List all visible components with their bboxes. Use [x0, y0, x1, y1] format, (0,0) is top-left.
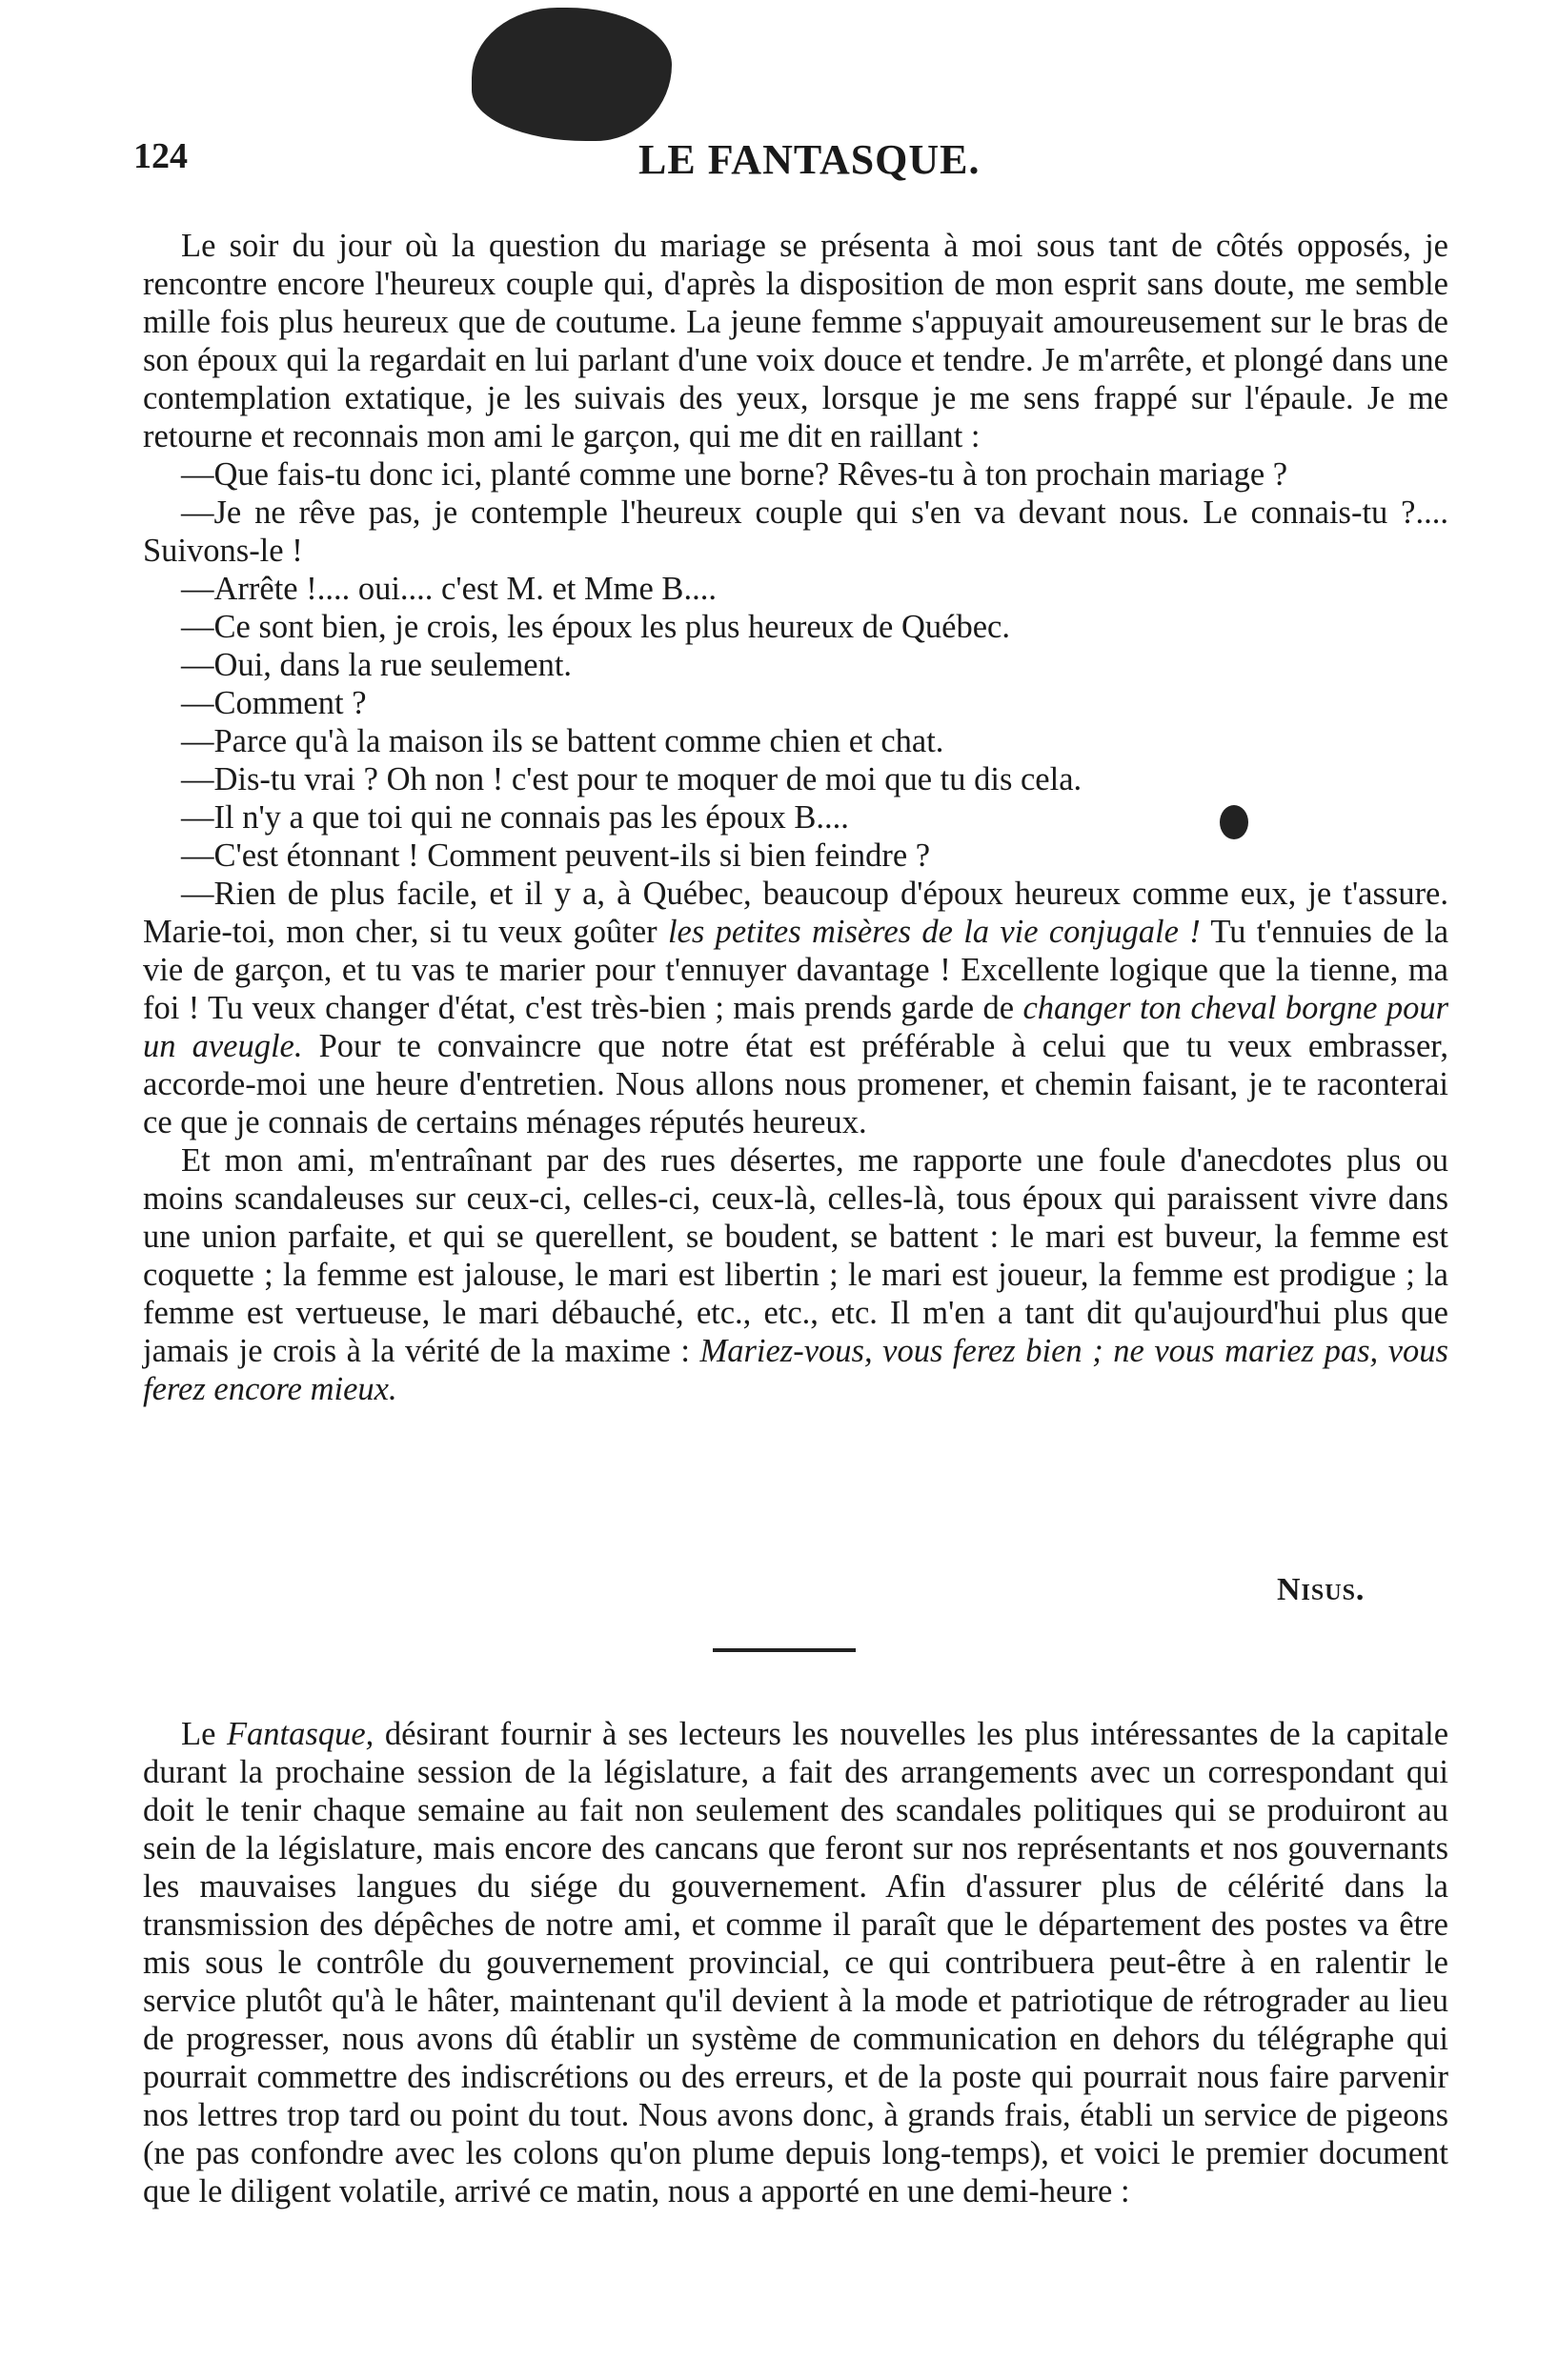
paragraph	[143, 1715, 1448, 2210]
article-marriage	[143, 227, 1448, 1408]
text-run: Le	[181, 1716, 227, 1752]
dialogue-line: —Parce qu'à la maison ils se battent comme chien et chat.	[181, 723, 944, 759]
dialogue-line: —Que fais-tu donc ici, planté comme une borne? Rêves-tu à ton prochain mariage ?	[181, 456, 1288, 493]
text-run: Et mon ami, m'entraînant par des rues désertes, me rapporte une foule d'anecdotes plus ou moins scandaleuses sur ceux-ci, celles-ci, ceux-là, celles-là, tous époux qui paraissent vivre dans une union parfaite, et qui se querellent, se boudent, se battent : le mari est buveur, la femme est coquette ; la femme est jalouse, le mari est libertin ; le mari est joueur, la femme est prodigue ; la femme est vertueuse, le mari débauché, etc., etc., etc. Il m'en a tant dit qu'aujourd'hui plus que jamais je crois à la vérité de la maxime :	[143, 1142, 1448, 1369]
paragraph: Le soir du jour où la question du mariage se présenta à moi sous tant de côtés opposés, je rencontre encore l'heureux couple qui, d'après la disposition de mon esprit sans doute, me semble mille fois plus heureux que de coutume. La jeune femme s'appuyait amoureusement sur le bras de son époux qui la regardait en lui parlant d'une voix douce et tendre. Je m'arrête, et plongé dans une contemplation extatique, je les suivais des yeux, lorsque je me sens frappé sur l'épaule. Je me retourne et reconnais mon ami le garçon, qui me dit en raillant :	[143, 228, 1448, 454]
text-run: —Rien de plus facile, et il y a, à Québec, beaucoup d'époux heureux comme eux, je t'assure. Marie-toi, mon cher, si tu veux goûter	[143, 876, 1448, 950]
author-signature: Nisus.	[1277, 1572, 1366, 1607]
article-announcement	[143, 1715, 1448, 2210]
italic-phrase: les petites misères de la vie conjugale !	[667, 914, 1201, 950]
dialogue-line: —C'est étonnant ! Comment peuvent-ils si bien feindre ?	[181, 837, 931, 874]
dialogue-line: —Dis-tu vrai ? Oh non ! c'est pour te moquer de moi que tu dis cela.	[181, 761, 1083, 797]
section-divider	[713, 1648, 856, 1652]
dialogue-line: —Oui, dans la rue seulement.	[181, 647, 573, 683]
text-run: Pour te convaincre que notre état est préférable à celui que tu veux embrasser, accorde-moi une heure d'entretien. Nous allons nous promener, et chemin faisant, je te raconterai ce que je connais de certains ménages réputés heureux.	[143, 1028, 1448, 1140]
dialogue-line	[143, 875, 1448, 1141]
paragraph	[143, 1141, 1448, 1408]
dialogue-line: —Je ne rêve pas, je contemple l'heureux couple qui s'en va devant nous. Le connais-tu ?.... Suivons-le !	[143, 494, 1448, 569]
dialogue-line: —Arrête !.... oui.... c'est M. et Mme B....	[181, 571, 717, 607]
italic-title: Fantasque,	[226, 1716, 374, 1752]
text-run: Tu t'ennuies de la vie de garçon, et tu vas te marier pour t'ennuyer davantage ! Excellente logique que la tienne, ma foi ! Tu veux changer d'état, c'est très-bien ; mais prends garde de	[143, 914, 1449, 1026]
italic-maxim: Mariez-vous, vous ferez bien ; ne vous mariez pas, vous ferez encore mieux.	[143, 1333, 1448, 1407]
ink-blot	[472, 8, 672, 141]
dialogue-line: —Ce sont bien, je crois, les époux les plus heureux de Québec.	[181, 609, 1010, 645]
running-title: LE FANTASQUE.	[638, 136, 981, 183]
italic-phrase: changer ton cheval borgne pour un aveugle.	[143, 990, 1448, 1064]
text-run: désirant fournir à ses lecteurs les nouvelles les plus intéressantes de la capitale durant la prochaine session de la législature, a fait des arrangements avec un correspondant qui doit le tenir chaque semaine au fait non seulement des scandales politiques qui se produiront au sein de la législature, mais encore des cancans que feront sur nos représentants et nos gouvernants les mauvaises langues du siége du gouvernement. Afin d'assurer plus de célérité dans la transmission des dépêches de notre ami, et comme il paraît que le département des postes va être mis sous le contrôle du gouvernement provincial, ce qui contribuera peut-être à en ralentir le service plutôt qu'à le hâter, maintenant qu'il devient à la mode et patriotique de rétrograder au lieu de progresser, nous avons dû établir un système de communication en dehors du télégraphe qui pourrait commettre des indiscrétions ou des erreurs, et de la poste qui pourrait nous faire parvenir nos lettres trop tard ou point du tout. Nous avons donc, à grands frais, établi un service de pigeons (ne pas confondre avec les colons qu'on plume depuis long-temps), et voici le premier document que le diligent volatile, arrivé ce matin, nous a apporté en une demi-heure :	[143, 1716, 1449, 2209]
dialogue-line: —Il n'y a que toi qui ne connais pas les époux B....	[181, 799, 849, 836]
page-header	[133, 135, 1467, 192]
dialogue-line: —Comment ?	[181, 685, 367, 721]
page-number: 124	[133, 136, 188, 176]
